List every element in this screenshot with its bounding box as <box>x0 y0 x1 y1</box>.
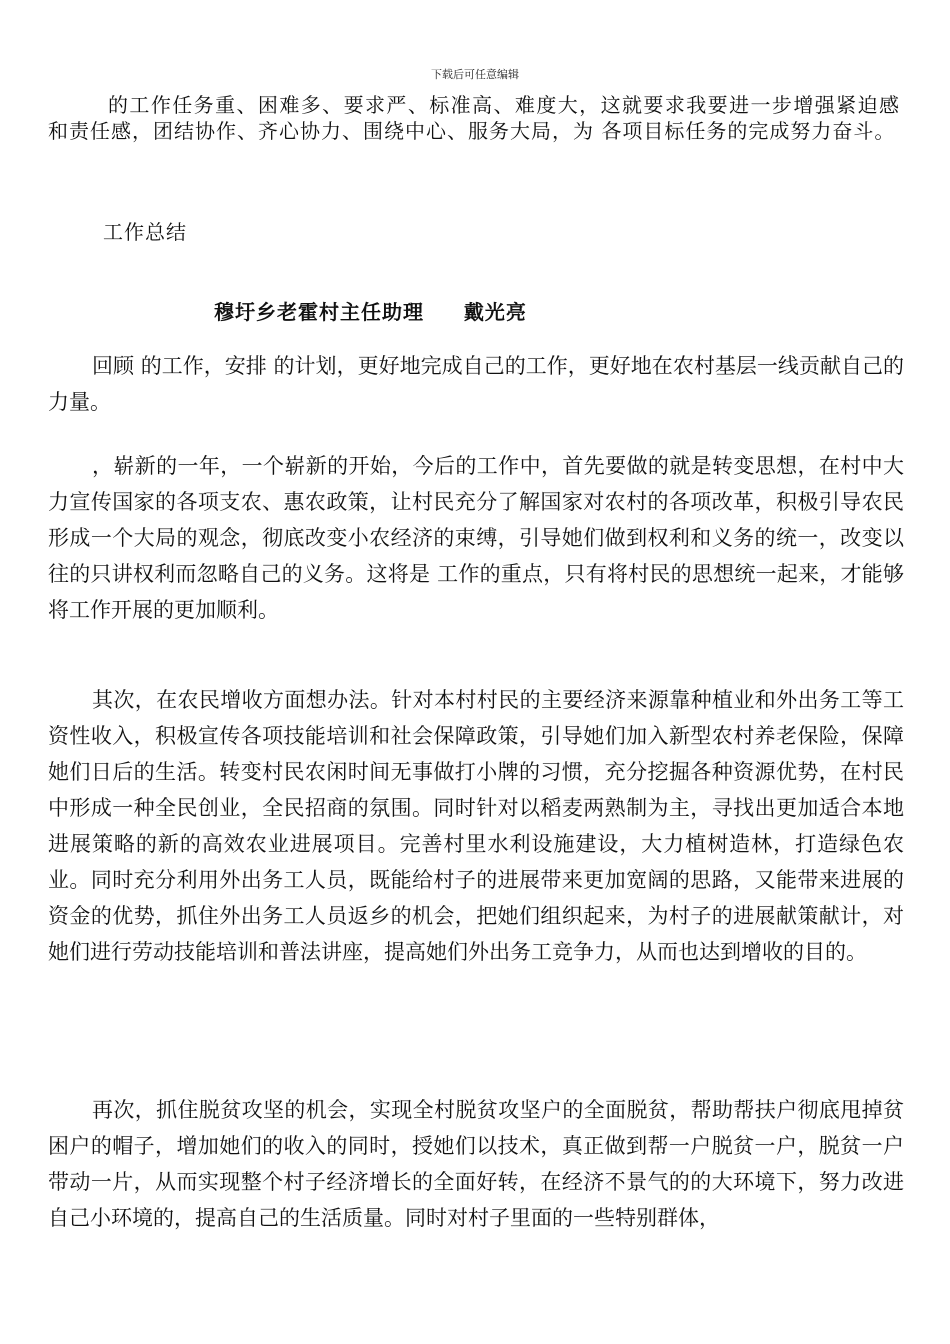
section-title: 工作总结 <box>103 220 187 244</box>
intro-paragraph: 的工作任务重、困难多、要求严、标准高、难度大，这就要求我要进一步增强紧迫感和责任感，团结协作、齐心协力、围绕中心、服务大局，为 各项目标任务的完成努力奋斗。 <box>48 93 900 143</box>
body-paragraph-2: ，崭新的一年，一个崭新的开始，今后的工作中，首先要做的就是转变思想，在村中大力宣传国家的各项支农、惠农政策，让村民充分了解国家对农村的各项改革，积极引导农民形成一个大局的观念，彻底改变小农经济的束缚，引导她们做到权利和义务的统一，改变以往的只讲权利而忽略自己的义务。这将是 工作的重点，只有将村民的思想统一起来，才能够将工作开展的更加顺利。 <box>48 454 904 622</box>
header-note: 下载后可任意编辑 <box>431 68 519 81</box>
byline: 穆圩乡老霍村主任助理 戴光亮 <box>214 300 527 324</box>
body-paragraph-3: 其次，在农民增收方面想办法。针对本村村民的主要经济来源靠种植业和外出务工等工资性收入，积极宣传各项技能培训和社会保障政策，引导她们加入新型农村养老保险，保障她们日后的生活。转变村民农闲时间无事做打小牌的习惯，充分挖掘各种资源优势，在村民中形成一种全民创业，全民招商的氛围。同时针对以稻麦两熟制为主，寻找出更加适合本地进展策略的新的高效农业进展项目。完善村里水利设施建设，大力植树造林，打造绿色农业。同时充分利用外出务工人员，既能给村子的进展带来更加宽阔的思路，又能带来进展的资金的优势，抓住外出务工人员返乡的机会，把她们组织起来，为村子的进展献策献计，对她们进行劳动技能培训和普法讲座，提高她们外出务工竞争力，从而也达到增收的目的。 <box>48 688 904 964</box>
body-paragraph-4: 再次，抓住脱贫攻坚的机会，实现全村脱贫攻坚户的全面脱贫，帮助帮扶户彻底甩掉贫困户的帽子，增加她们的收入的同时，授她们以技术，真正做到帮一户脱贫一户，脱贫一户带动一片，从而实现整个村子经济增长的全面好转，在经济不景气的的大环境下，努力改进自己小环境的，提高自己的生活质量。同时对村子里面的一些特别群体， <box>48 1098 904 1230</box>
body-paragraph-1: 回顾 的工作，安排 的计划，更好地完成自己的工作，更好地在农村基层一线贡献自己的力量。 <box>48 354 904 414</box>
